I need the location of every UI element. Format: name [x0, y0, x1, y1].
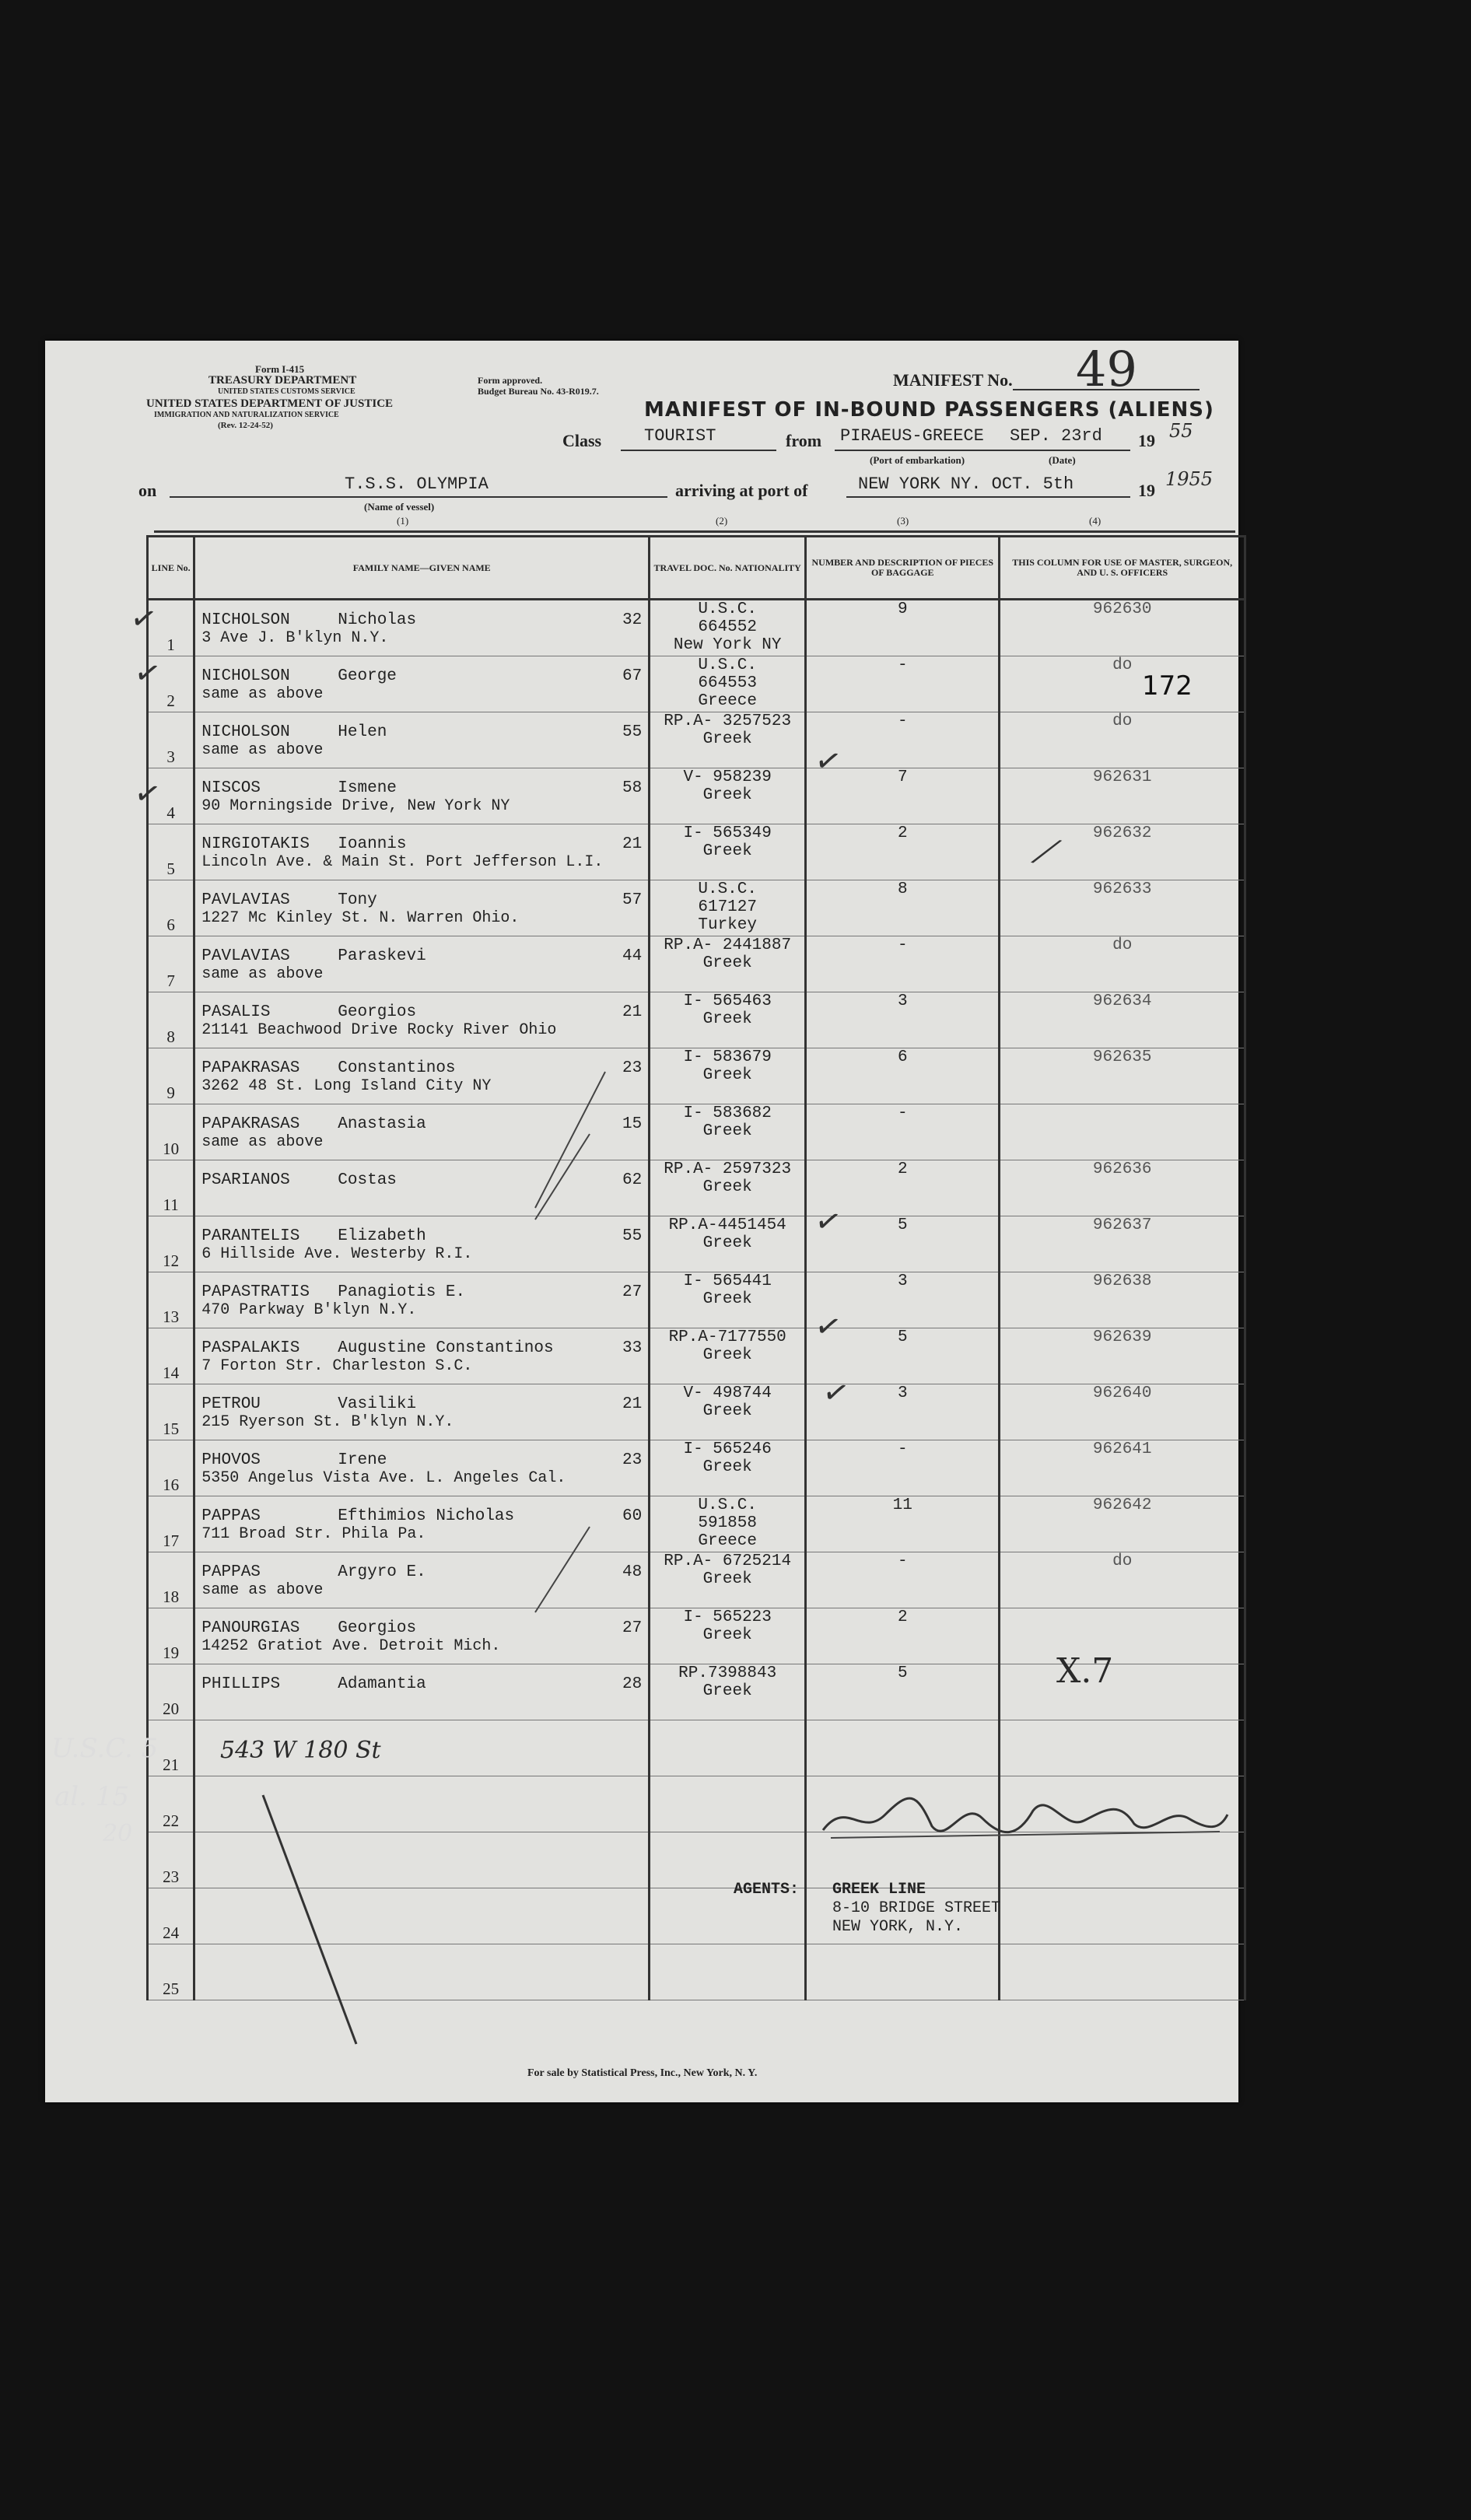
- check-mark: ✓: [131, 774, 164, 814]
- officers-cell: 962632: [1000, 824, 1245, 880]
- baggage-cell: 2: [806, 824, 1000, 880]
- address: 711 Broad Str. Phila Pa.: [201, 1525, 426, 1543]
- line-number: 20: [148, 1664, 194, 1720]
- line-number: 3: [148, 712, 194, 768]
- family-name: PAPASTRATIS: [201, 1283, 310, 1301]
- line-number: 16: [148, 1440, 194, 1496]
- baggage-cell: 9: [806, 600, 1000, 656]
- officers-cell: 962630: [1000, 600, 1245, 656]
- officers-cell: do: [1000, 656, 1245, 712]
- baggage-cell: -: [806, 1104, 1000, 1160]
- address: same as above: [201, 741, 324, 759]
- col-officers: THIS COLUMN FOR USE OF MASTER, SURGEON, AND U. S. OFFICERS: [1000, 537, 1245, 600]
- family-name: PAPPAS: [201, 1507, 261, 1525]
- check-mark: ✓: [131, 653, 164, 694]
- doc-line: 664553: [698, 674, 757, 692]
- doc-line: RP.A- 6725214: [664, 1552, 792, 1570]
- age: 23: [622, 1059, 643, 1077]
- form-approved: Form approved.: [478, 375, 543, 386]
- given-name: Tony: [338, 891, 377, 909]
- doc-line: I- 565441: [683, 1272, 772, 1290]
- age: 67: [622, 667, 643, 685]
- age: 23: [622, 1451, 643, 1469]
- given-name: Ismene: [338, 779, 397, 797]
- line-number: 10: [148, 1104, 194, 1160]
- doc-line: Greek: [702, 1626, 752, 1644]
- agents-line-3: NEW YORK, N.Y.: [832, 1918, 964, 1936]
- given-name: George: [338, 667, 397, 685]
- row20-address-hand: 543 W 180 St: [220, 1737, 381, 1764]
- officers-cell: do: [1000, 1552, 1245, 1608]
- address: 215 Ryerson St. B'klyn N.Y.: [201, 1413, 454, 1431]
- page-number: 172: [1142, 670, 1193, 702]
- col-baggage: NUMBER AND DESCRIPTION OF PIECES OF BAGGAGE: [806, 537, 1000, 600]
- doc-line: Greek: [702, 786, 752, 804]
- address: 470 Parkway B'klyn N.Y.: [201, 1301, 417, 1319]
- given-name: Paraskevi: [338, 947, 426, 965]
- col-line: LINE No.: [148, 537, 194, 600]
- left-margin-note-1: U.S.C. 5: [51, 1733, 159, 1764]
- age: 28: [622, 1675, 643, 1693]
- printer-footer: For sale by Statistical Press, Inc., New York, N. Y.: [527, 2067, 758, 2079]
- revision: (Rev. 12-24-52): [218, 421, 273, 430]
- doc-line: 591858: [698, 1514, 757, 1532]
- agents-line-2: 8-10 BRIDGE STREET: [832, 1899, 1001, 1917]
- age: 21: [622, 835, 643, 853]
- doc-line: Turkey: [698, 916, 757, 934]
- officers-cell: 962634: [1000, 992, 1245, 1048]
- ins-service: IMMIGRATION AND NATURALIZATION SERVICE: [154, 411, 339, 419]
- check-mark: ✓: [819, 1373, 853, 1413]
- doc-line: RP.7398843: [678, 1664, 777, 1682]
- family-name: PAVLAVIAS: [201, 891, 290, 909]
- line-number: 8: [148, 992, 194, 1048]
- col-doc: TRAVEL DOC. No. NATIONALITY: [650, 537, 806, 600]
- family-name: PAPAKRASAS: [201, 1115, 300, 1133]
- doc-line: RP.A- 2597323: [664, 1160, 792, 1178]
- line-number: 9: [148, 1048, 194, 1104]
- officers-cell: 962640: [1000, 1384, 1245, 1440]
- doc-line: Greek: [702, 1290, 752, 1308]
- agents-label: AGENTS:: [734, 1881, 800, 1899]
- row19-margin-mark: X.7: [1056, 1651, 1114, 1691]
- baggage-cell: 7: [806, 768, 1000, 824]
- check-mark: ✓: [811, 741, 845, 782]
- col-num-4: (4): [1089, 515, 1101, 527]
- given-name: Nicholas: [338, 611, 417, 629]
- baggage-cell: 11: [806, 1496, 1000, 1552]
- doc-line: V- 498744: [683, 1384, 772, 1402]
- address: same as above: [201, 685, 324, 703]
- officers-cell: 962639: [1000, 1328, 1245, 1384]
- officers-cell: 962631: [1000, 768, 1245, 824]
- doc-line: I- 565349: [683, 824, 772, 842]
- given-name: Efthimios Nicholas: [338, 1507, 515, 1525]
- officers-cell: do: [1000, 712, 1245, 768]
- doc-line: U.S.C.: [698, 656, 757, 674]
- doc-line: U.S.C.: [698, 880, 757, 898]
- doc-line: Greek: [702, 1178, 752, 1196]
- age: 44: [622, 947, 643, 965]
- baggage-cell: 2: [806, 1608, 1000, 1664]
- address: Lincoln Ave. & Main St. Port Jefferson L.I.: [201, 853, 604, 871]
- line-number: 1: [148, 600, 194, 656]
- baggage-cell: 5: [806, 1664, 1000, 1720]
- family-name: NIRGIOTAKIS: [201, 835, 310, 853]
- line-number: 21: [148, 1720, 194, 1776]
- address: same as above: [201, 965, 324, 983]
- line-number: 23: [148, 1832, 194, 1888]
- given-name: Argyro E.: [338, 1563, 426, 1581]
- age: 27: [622, 1619, 643, 1637]
- doc-line: 664552: [698, 618, 757, 636]
- treasury-dept: TREASURY DEPARTMENT: [208, 374, 357, 387]
- address: 5350 Angelus Vista Ave. L. Angeles Cal.: [201, 1469, 566, 1487]
- doc-line: U.S.C.: [698, 600, 757, 618]
- age: 58: [622, 779, 643, 797]
- year-2: 1955: [1165, 468, 1214, 490]
- manifest-page: [45, 341, 1238, 2102]
- baggage-cell: 8: [806, 880, 1000, 936]
- baggage-cell: 5: [806, 1216, 1000, 1272]
- line-number: 5: [148, 824, 194, 880]
- doc-line: Greek: [702, 842, 752, 860]
- justice-dept: UNITED STATES DEPARTMENT OF JUSTICE: [146, 397, 394, 410]
- doc-line: Greek: [702, 1570, 752, 1588]
- family-name: PAPAKRASAS: [201, 1059, 300, 1077]
- officers-cell: 962637: [1000, 1216, 1245, 1272]
- officers-cell: do: [1000, 936, 1245, 992]
- family-name: PHOVOS: [201, 1451, 261, 1469]
- given-name: Costas: [338, 1171, 397, 1189]
- age: 21: [622, 1395, 643, 1413]
- class-label: Class: [562, 431, 602, 450]
- officers-cell: 962635: [1000, 1048, 1245, 1104]
- line-number: 17: [148, 1496, 194, 1552]
- address: 14252 Gratiot Ave. Detroit Mich.: [201, 1637, 501, 1655]
- officers-cell: 962636: [1000, 1160, 1245, 1216]
- form-number: Form I-415: [255, 363, 305, 375]
- check-mark: ✓: [811, 1307, 845, 1347]
- doc-line: I- 583682: [683, 1104, 772, 1122]
- officers-cell: 962633: [1000, 880, 1245, 936]
- vessel-name: T.S.S. OLYMPIA: [345, 474, 489, 494]
- line-number: 22: [148, 1776, 194, 1832]
- family-name: PARANTELIS: [201, 1227, 300, 1245]
- doc-line: V- 958239: [683, 768, 772, 786]
- doc-line: Greece: [698, 692, 757, 710]
- left-margin-note-3: 20: [103, 1820, 133, 1847]
- age: 32: [622, 611, 643, 629]
- age: 60: [622, 1507, 643, 1525]
- line-number: 2: [148, 656, 194, 712]
- year-1: 55: [1169, 420, 1193, 442]
- year-prefix-2: 19: [1138, 481, 1155, 500]
- check-mark: ⟋: [1028, 828, 1064, 877]
- officers-cell: 962641: [1000, 1440, 1245, 1496]
- family-name: NICHOLSON: [201, 611, 290, 629]
- line-number: 13: [148, 1272, 194, 1328]
- age: 21: [622, 1003, 643, 1021]
- baggage-cell: -: [806, 1440, 1000, 1496]
- baggage-cell: 2: [806, 1160, 1000, 1216]
- address: 90 Morningside Drive, New York NY: [201, 797, 510, 815]
- age: 27: [622, 1283, 643, 1301]
- doc-line: Greek: [702, 1682, 752, 1700]
- given-name: Augustine Constantinos: [338, 1339, 554, 1357]
- manifest-no: 49: [1076, 341, 1137, 397]
- budget-bureau: Budget Bureau No. 43-R019.7.: [478, 386, 599, 397]
- date-caption: (Date): [1049, 454, 1076, 466]
- customs-service: UNITED STATES CUSTOMS SERVICE: [218, 387, 355, 396]
- doc-line: I- 583679: [683, 1048, 772, 1066]
- doc-line: New York NY: [673, 636, 782, 654]
- baggage-cell: -: [806, 656, 1000, 712]
- arriving-label: arriving at port of: [675, 481, 808, 500]
- baggage-cell: 6: [806, 1048, 1000, 1104]
- doc-line: 617127: [698, 898, 757, 916]
- on-label: on: [138, 481, 157, 500]
- doc-line: Greek: [702, 1234, 752, 1252]
- family-name: NISCOS: [201, 779, 261, 797]
- doc-line: I- 565246: [683, 1440, 772, 1458]
- line-number: 6: [148, 880, 194, 936]
- age: 48: [622, 1563, 643, 1581]
- manifest-no-label: MANIFEST No.: [893, 370, 1013, 390]
- col-name: FAMILY NAME—GIVEN NAME: [194, 537, 650, 600]
- age: 57: [622, 891, 643, 909]
- doc-line: RP.A-7177550: [668, 1328, 786, 1346]
- given-name: Panagiotis E.: [338, 1283, 466, 1301]
- family-name: PAPPAS: [201, 1563, 261, 1581]
- address: 3 Ave J. B'klyn N.Y.: [201, 629, 389, 647]
- given-name: Anastasia: [338, 1115, 426, 1133]
- doc-line: Greek: [702, 1346, 752, 1364]
- doc-line: Greek: [702, 1066, 752, 1084]
- doc-line: RP.A- 2441887: [664, 936, 792, 954]
- doc-line: Greek: [702, 1458, 752, 1476]
- given-name: Irene: [338, 1451, 387, 1469]
- given-name: Ioannis: [338, 835, 407, 853]
- baggage-cell: 3: [806, 1272, 1000, 1328]
- line-number: 15: [148, 1384, 194, 1440]
- address: same as above: [201, 1133, 324, 1151]
- age: 55: [622, 723, 643, 741]
- family-name: NICHOLSON: [201, 667, 290, 685]
- age: 62: [622, 1171, 643, 1189]
- given-name: Vasiliki: [338, 1395, 417, 1413]
- address: 3262 48 St. Long Island City NY: [201, 1077, 492, 1095]
- baggage-cell: -: [806, 936, 1000, 992]
- address: 21141 Beachwood Drive Rocky River Ohio: [201, 1021, 557, 1039]
- agents-line-1: GREEK LINE: [832, 1881, 926, 1899]
- vessel-caption: (Name of vessel): [364, 501, 435, 513]
- line-number: 7: [148, 936, 194, 992]
- doc-line: RP.A- 3257523: [664, 712, 792, 730]
- family-name: PETROU: [201, 1395, 261, 1413]
- age: 33: [622, 1339, 643, 1357]
- doc-line: Greece: [698, 1532, 757, 1550]
- sail-date: SEP. 23rd: [1010, 426, 1102, 446]
- officers-cell: 962642: [1000, 1496, 1245, 1552]
- year-prefix-1: 19: [1138, 431, 1155, 450]
- doc-line: RP.A-4451454: [668, 1216, 786, 1234]
- check-mark: ✓: [811, 1202, 845, 1242]
- baggage-cell: -: [806, 712, 1000, 768]
- address: 1227 Mc Kinley St. N. Warren Ohio.: [201, 909, 520, 927]
- pencil-strokes: [45, 341, 1238, 2102]
- baggage-cell: 3: [806, 992, 1000, 1048]
- doc-line: U.S.C.: [698, 1496, 757, 1514]
- from-value: PIRAEUS-GREECE: [840, 426, 984, 446]
- address: 7 Forton Str. Charleston S.C.: [201, 1357, 473, 1375]
- col-num-2: (2): [716, 515, 728, 527]
- line-number: 19: [148, 1608, 194, 1664]
- family-name: PASPALAKIS: [201, 1339, 300, 1357]
- baggage-cell: 3: [806, 1384, 1000, 1440]
- address: same as above: [201, 1581, 324, 1599]
- family-name: PANOURGIAS: [201, 1619, 300, 1637]
- family-name: PHILLIPS: [201, 1675, 281, 1693]
- left-margin-note-2: al. 15: [54, 1781, 130, 1812]
- doc-line: Greek: [702, 1122, 752, 1140]
- line-number: 18: [148, 1552, 194, 1608]
- line-number: 11: [148, 1160, 194, 1216]
- form-title: MANIFEST OF IN-BOUND PASSENGERS (ALIENS): [644, 398, 1214, 422]
- line-number: 14: [148, 1328, 194, 1384]
- given-name: Constantinos: [338, 1059, 456, 1077]
- line-number: 4: [148, 768, 194, 824]
- doc-line: I- 565223: [683, 1608, 772, 1626]
- family-name: PAVLAVIAS: [201, 947, 290, 965]
- check-mark: ✓: [127, 599, 160, 639]
- family-name: NICHOLSON: [201, 723, 290, 741]
- col-num-1: (1): [397, 515, 409, 527]
- doc-line: Greek: [702, 1010, 752, 1028]
- embark-caption: (Port of embarkation): [870, 454, 965, 466]
- age: 55: [622, 1227, 643, 1245]
- officers-cell: 962638: [1000, 1272, 1245, 1328]
- line-number: 25: [148, 1944, 194, 2000]
- arrival-port: NEW YORK NY. OCT. 5th: [858, 474, 1074, 494]
- from-label: from: [786, 431, 822, 450]
- doc-line: Greek: [702, 730, 752, 748]
- given-name: Georgios: [338, 1003, 417, 1021]
- given-name: Adamantia: [338, 1675, 426, 1693]
- line-number: 24: [148, 1888, 194, 1944]
- doc-line: Greek: [702, 954, 752, 972]
- address: 6 Hillside Ave. Westerby R.I.: [201, 1245, 473, 1263]
- age: 15: [622, 1115, 643, 1133]
- col-num-3: (3): [897, 515, 909, 527]
- baggage-cell: -: [806, 1552, 1000, 1608]
- baggage-cell: 5: [806, 1328, 1000, 1384]
- class-value: TOURIST: [644, 426, 716, 446]
- doc-line: Greek: [702, 1402, 752, 1420]
- line-number: 12: [148, 1216, 194, 1272]
- family-name: PASALIS: [201, 1003, 271, 1021]
- family-name: PSARIANOS: [201, 1171, 290, 1189]
- given-name: Helen: [338, 723, 387, 741]
- given-name: Georgios: [338, 1619, 417, 1637]
- doc-line: I- 565463: [683, 992, 772, 1010]
- given-name: Elizabeth: [338, 1227, 426, 1245]
